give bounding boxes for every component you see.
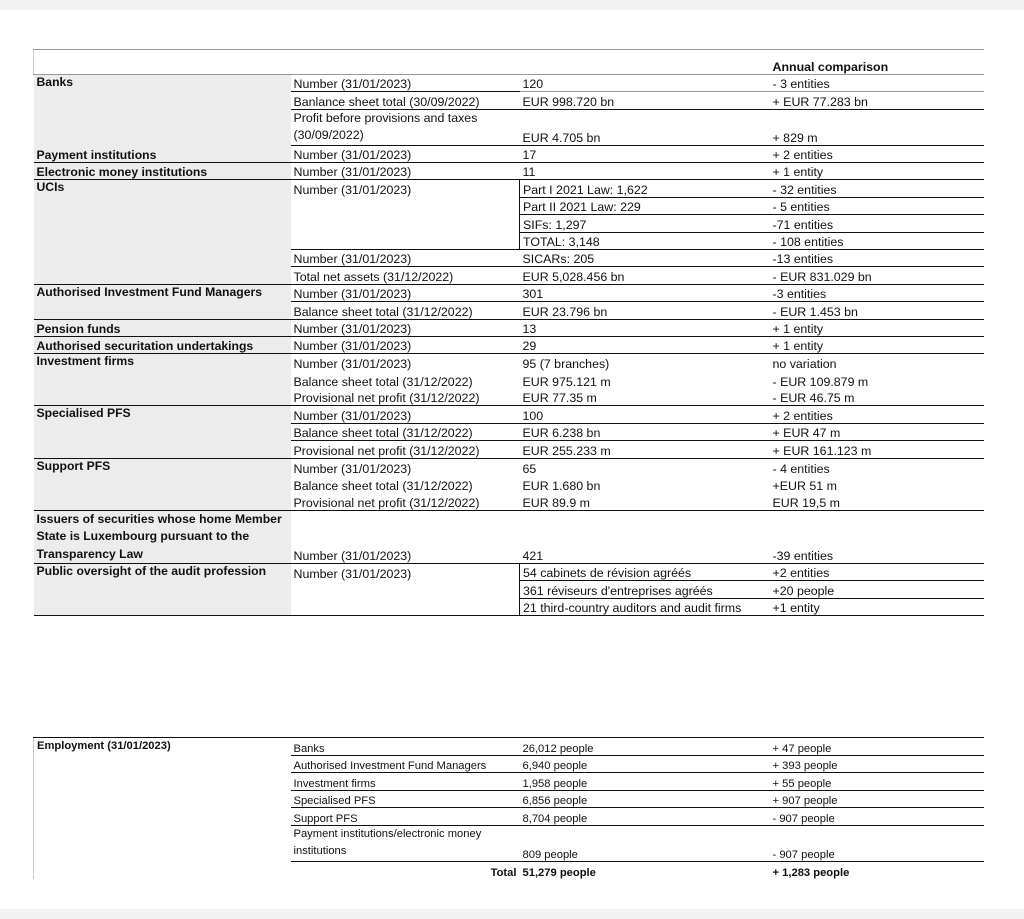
table-row: Balance sheet total (31/12/2022) EUR 6.238 bn + EUR 47 m (34, 423, 984, 440)
total-value: 51,279 people (522, 866, 596, 879)
table-row: Authorised Investment Fund Managers Number (31/01/2023) 301 -3 entities (34, 284, 984, 301)
table-row: Total net assets (31/12/2022) EUR 5,028.456 bn - EUR 831.029 bn (34, 267, 984, 284)
sector-label: Specialised PFS (34, 406, 291, 458)
table-row: Issuers of securities whose home Member State is Luxembourg pursuant to the Transparency Law Number (31/01/2023) 421 -39 entities (34, 510, 984, 563)
table-row: Part II 2021 Law: 229 - 5 entities (34, 197, 984, 214)
table-row: Authorised securitation undertakings Number (31/01/2023) 29 + 1 entity (34, 336, 984, 353)
table-row: UCIs Number (31/01/2023) Part I 2021 Law: 1,622 - 32 entities (34, 180, 984, 197)
sector-label: Banks (34, 75, 291, 146)
table-row: Provisional net profit (31/12/2022) EUR 89.9 m EUR 19,5 m (293, 495, 840, 510)
sector-label: Electronic money institutions (34, 162, 291, 179)
table-row: Provisional net profit (31/12/2022) EUR 255.233 m + EUR 161.123 m (34, 441, 984, 458)
table-row: Support PFS 8,704 people - 907 people (34, 808, 984, 826)
table-row: Banks Number (31/01/2023) 120 - 3 entities (34, 75, 984, 92)
table-row: Payment institutions/electronic money institutions 809 people - 907 people (34, 825, 984, 861)
table-row: 361 réviseurs d'entreprises agréés +20 people (34, 581, 984, 598)
table-header-row (34, 50, 984, 75)
table-row: Investment firms Number (31/01/2023) 95 (7 branches) no variation (34, 354, 984, 371)
table-row: Employment (31/01/2023) Banks 26,012 people + 47 people (34, 738, 984, 756)
table-row: Number (31/01/2023) SICARs: 205 -13 entities (34, 249, 984, 266)
table-row: Payment institutions Number (31/01/2023) 17 + 2 entities (34, 145, 984, 162)
document-page (0, 10, 1024, 909)
table-row: Balance sheet total (31/12/2022) EUR 975.121 m - EUR 109.879 m (293, 374, 869, 389)
table-row: Balance sheet total (31/12/2022) EUR 1.680 bn +EUR 51 m (293, 478, 837, 493)
sector-label: Public oversight of the audit profession (34, 564, 291, 616)
sector-label: Payment institutions (34, 145, 291, 162)
employment-label: Employment (31/01/2023) (34, 738, 291, 879)
supervision-statistics-table (33, 49, 984, 616)
table-row: Balance sheet total (31/12/2022) EUR 23.796 bn - EUR 1.453 bn (34, 302, 984, 319)
table-row: Profit before provisions and taxes (30/09/2022) EUR 4.705 bn + 829 m (34, 109, 984, 145)
table-row: Authorised Investment Fund Managers 6,940 people + 393 people (34, 755, 984, 773)
table-row: TOTAL: 3,148 - 108 entities (34, 232, 984, 249)
total-label: Total (490, 866, 517, 879)
sector-label: UCIs (34, 180, 291, 284)
table-row: Specialised PFS 6,856 people + 907 people (34, 790, 984, 808)
sector-label: Pension funds (34, 319, 291, 336)
table-row: Investment firms 1,958 people + 55 people (34, 773, 984, 791)
sector-label: Support PFS (34, 458, 291, 510)
sector-label: Authorised securitation undertakings (34, 336, 291, 353)
table-row: 21 third-country auditors and audit firms +1 entity (34, 598, 984, 615)
table-row: Banlance sheet total (30/09/2022) EUR 998.720 bn + EUR 77.283 bn (34, 92, 984, 109)
table-row: Support PFS Number (31/01/2023) 65 - 4 entities (34, 458, 984, 475)
table-row: Electronic money institutions Number (31/01/2023) 11 + 1 entity (34, 162, 984, 179)
annual-comparison-header: Annual comparison (770, 50, 984, 75)
table-row: Pension funds Number (31/01/2023) 13 + 1 entity (34, 319, 984, 336)
sector-label: Authorised Investment Fund Managers (34, 284, 291, 319)
table-row: Public oversight of the audit profession Number (31/01/2023) 54 cabinets de révision agréés +2 entities (34, 564, 984, 581)
table-row: Specialised PFS Number (31/01/2023) 100 + 2 entities (34, 406, 984, 423)
table-row: Provisional net profit (31/12/2022) EUR 77.35 m - EUR 46.75 m (34, 389, 984, 406)
employment-table (33, 737, 984, 879)
sector-label: Investment firms (34, 354, 291, 406)
total-change: + 1,283 people (772, 866, 850, 879)
sector-label: Issuers of securities whose home Member State is Luxembourg pursuant to the Transparency Law (34, 510, 291, 563)
table-row: SIFs: 1,297 -71 entities (34, 215, 984, 232)
